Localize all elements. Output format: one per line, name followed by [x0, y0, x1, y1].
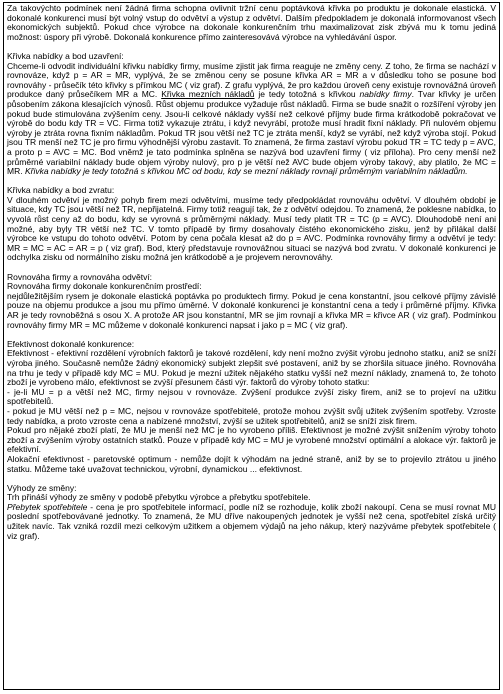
allocative-efficiency-paragraph: Alokační efektivnost - paretovské optimum - nemůže dojít k výhodám na jedné straně, aniž by se to projevilo ztrátou u jiného statku. Můžeme také uvažovat technickou, výrobní, dynamickou ... efektivnost. [7, 453, 496, 474]
gains-paragraph-a: Trh přináší výhody ze směny v podobě přebytku výrobce a přebytku spotřebitele. [7, 492, 311, 503]
supply-text-c: . Tvar křivky je určen působením zákona klesajících výnosů. Růst objemu produkce vyžaduje růst nákladů. Firma se bude snažit o rozšíření výroby jen pokud bude stimulována zvýšením ceny. Jsou-li celkové náklady vyšší než celkové příjmy bude firma krátkodobě pokračovat ve výrobě do bodu kdy TR = VC. Firma totiž vykazuje ztrátu, i když nevyrábí, protože musí hradit fixní náklady. Při nulovém objemu výroby je ztráta rovna fixním nákladům. Pokud TR jsou větší než TC je ztráta menší, když se vyrábí, než když výroba stojí. Pokud jsou TR menší než TC je pro firmu výhodnější výrobu zastavit. To znamená, že firma zastaví výrobu pokud TR = TC tedy p = AVC, a proto p = AVC = MC. Bod vněmž je tato podmínka splněna se nazývá bod uzavření firmy ( viz příloha). Pro ceny menší než průměrné variabilní náklady bude objem výroby nulový, pro p je větší než AVC bude objem výroby takový, aby platilo, že MC = MR. [7, 89, 496, 177]
breakeven-paragraph: V dlouhém odvětví je možný pohyb firem mezi odvětvími, musíme tedy předpokládat rovnováhu odvětví. V dlouhém období je situace, kdy TC jsou větší než TR, nepřijatelná. Firmy totiž reagují tak, že z odvětví odejdou. To znamená, že poklesne nabídka, to vyvolá růst ceny až do bodu, kdy se vyrovná s průměrnými náklady. Musí tedy platit TR = TC (p = AVC). Dlouhodobě není ani možné, aby byly TR větší než TC. V tomto případě by firmy dosahovaly čistého ekonomického zisku, jenž by přilákal další výrobce ke vstupu do tohoto odvětví. Potom by cena počala klesat až do p = AVC. Podmínka rovnováhy firmy a odvětví je tedy: MR = MC = AC = AR = p ( viz graf). Bod, který představuje rovnovážnou situaci se nazývá bod zvratu. V dokonalé konkurenci je odchylka zisku od normálního zisku možná jen krátkodobě a je projevem nerovnováhy. [7, 194, 497, 263]
supply-text-b: je tedy totožná s křivkou [254, 89, 360, 100]
heading-gains-from-exchange: Výhody ze směny: [7, 482, 77, 493]
equilibrium-paragraph: nejdůležitějším rysem je dokonale elastická poptávka po produktech firmy. Pokud je cena konstantní, jsou celkové příjmy závislé pouze na objemu produkce a jsou mu přímo úměrné. V dokonalé konkurenci je konstantní cena a tedy i průměrné příjmy. Křivka AR je tedy rovnoběžná s osou X. A protože AR jsou konstantní, MR se jim rovnají a křivka MR = křivce AR ( viz graf). Podmínkou rovnováhy firmy MR = MC můžeme v dokonalé konkurenci napsat i jako p = MC ( viz graf). [7, 290, 496, 330]
heading-efficiency: Efektivnost dokonalé konkurence: [7, 338, 135, 349]
efficiency-paragraph: Efektivnost - efektivní rozdělení výrobních faktorů je takové rozdělení, kdy není možno zvýšit výrobu jednoho statku, aniž se sníží výroba jiného. Současně nemůže žádný ekonomický subjekt zlepšit své postavení, aniž by se zhoršila situace jiného. Rovnováha na trhu je tedy v případě kdy MC = MU. Pokud je mezní užitek nějakého statku vyšší než mezní náklady, znamená to, že tohoto zboží je vyrobeno málo, efektivnost se zvýší přesunem části výr. faktorů do výroby tohoto statku: [7, 348, 496, 388]
consumer-surplus-text: - cena je pro spotřebitele informací, podle níž se rozhoduje, kolik zboží nakoupí. Cena se musí rovnat MU poslední spotřebovávané jednotky. To znamená, že MU dříve nakoupených jednotek je vyšší než cena, spotřebitel získá určitý užitek navíc. Tak vzniká rozdíl mezi celkovým užitkem a objemem výdajů na jeho nákup, který nazýváme přebytek spotřebitele ( viz graf). [7, 501, 496, 541]
intro-paragraph: Za takovýchto podmínek není žádná firma schopna ovlivnit tržní cenu poptávková křivka po produktu je dokonale elastická. V dokonalé konkurenci musí být volný vstup do odvětví a výstup z odvětví. Dalším předpokladem je dokonalá informovanost všech ekonomických subjektů. Pokud chce výrobce na dokonale konkurenčním trhu maximalizovat zisk zbývá mu k tomu jediná možnost: úspory při výrobě. Dokonalá konkurence přímo zainteresovává výrobce na vyhledávání úspor. [7, 3, 496, 42]
firm-supply-italic: nabídky firmy [359, 89, 412, 100]
document-page [3, 2, 500, 690]
supply-text-a: Chceme-li odvodit individuální křivku nabídky firmy, musíme zjistit jak firma reaguje ne změny ceny. Z toho, že firma se nachází v rovnováze, když p = AR = MR, vyplývá, že se změnou ceny se posune křivka AR = MR a v důsledku toho se posune bod rovnováhy - průsečík této křivky s přímkou MC ( viz graf). Z grafu vyplývá, že pro každou úroveň ceny existuje rovnovážná úroveň produkce daný průsečíkem MR a MC. [7, 60, 496, 100]
heading-firm-industry-equilibrium: Rovnováha firmy a rovnováha odvětví: [7, 271, 153, 282]
heading-supply-curve-shutdown: Křivka nabídky a bod uzavření: [7, 50, 124, 61]
heading-supply-curve-breakeven: Křivka nabídky a bod zvratu: [7, 185, 115, 196]
efficiency-item-2: - pokud je MU větší než p = MC, nejsou v rovnováze spotřebitelé, protože mohou zvýšit svůj užitek zvýšením spotřeby. Vzroste tedy nabídka, a proto vzroste cena a nabízené množství, zvýší se užitek spotřebitelů, aniž se sníží zisk firem. [7, 405, 496, 426]
consumer-surplus-italic: Přebytek spotřebitele [7, 501, 88, 512]
marginal-cost-underlined: Křivka mezních nákladů [161, 89, 255, 100]
subheading-firm-equilibrium: Rovnováha firmy dokonale konkurenčním prostředí: [7, 281, 202, 292]
supply-curve-paragraph [7, 62, 496, 177]
spacer [7, 474, 496, 484]
consumer-surplus-paragraph [7, 503, 496, 541]
efficiency-paragraph-b: Pokud pro nějaké zboží platí, že MU je menší než MC je ho vyrobeno příliš. Efektivnost je možné zvýšit snížením výroby tohoto zboží a zvýšením výroby ostatních statků. Pouze v případě kdy MC = MU je vyrobené množství optimální a alokace výr. faktorů je efektivní. [7, 425, 496, 455]
supply-conclusion-italic: Křivka nabídky je tedy totožná s křivkou MC od bodu, kdy se mezní náklady rovnají průměrným variabilním nákladům. [24, 166, 468, 177]
efficiency-item-1: - je-li MU = p a větší než MC, firmy nejsou v rovnováze. Zvýšení produkce zvýší zisky firem, aniž se to projeví na užitku spotřebitelů. [7, 386, 496, 407]
